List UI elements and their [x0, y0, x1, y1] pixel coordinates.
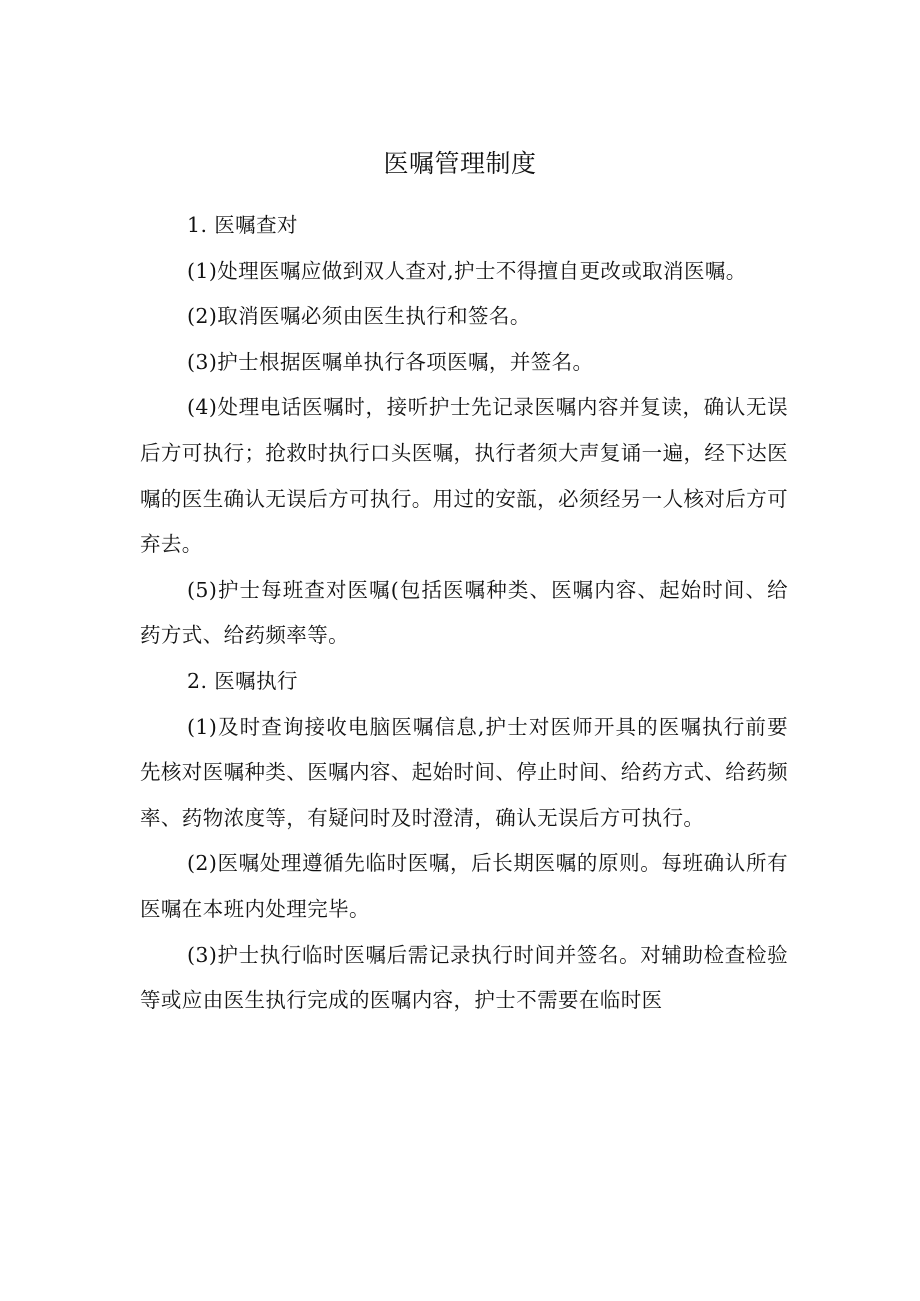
execution-item-2: (2)医嘱处理遵循先临时医嘱，后长期医嘱的原则。每班确认所有医嘱在本班内处理完毕。	[140, 851, 788, 921]
verification-item-4: (4)处理电话医嘱时，接听护士先记录医嘱内容并复读，确认无误后方可执行；抢救时执行口头医嘱，执行者须大声复诵一遍，经下达医嘱的医生确认无误后方可执行。用过的安瓿，必须经另一人核对后方可弃去。	[140, 395, 788, 557]
document-title: 医嘱管理制度	[383, 149, 537, 178]
verification-item-5: (5)护士每班查对医嘱(包括医嘱种类、医嘱内容、起始时间、给药方式、给药频率等。	[140, 577, 788, 648]
section-heading-execution: 2. 医嘱执行	[187, 668, 298, 693]
document-body	[140, 203, 788, 1024]
verification-item-1: (1)处理医嘱应做到双人查对,护士不得擅自更改或取消医嘱。	[187, 258, 747, 283]
section-heading-verification: 1. 医嘱查对	[187, 213, 298, 237]
execution-item-1: (1)及时查询接收电脑医嘱信息,护士对医师开具的医嘱执行前要先核对医嘱种类、医嘱内容、起始时间、停止时间、给药方式、给药频率、药物浓度等，有疑问时及时澄清，确认无误后方可执行。	[140, 714, 788, 830]
verification-item-3: (3)护士根据医嘱单执行各项医嘱，并签名。	[187, 349, 594, 374]
verification-item-2: (2)取消医嘱必须由医生执行和签名。	[187, 304, 531, 329]
execution-item-3: (3)护士执行临时医嘱后需记录执行时间并签名。对辅助检查检验等或应由医生执行完成的医嘱内容，护士不需要在临时医	[140, 942, 788, 1013]
